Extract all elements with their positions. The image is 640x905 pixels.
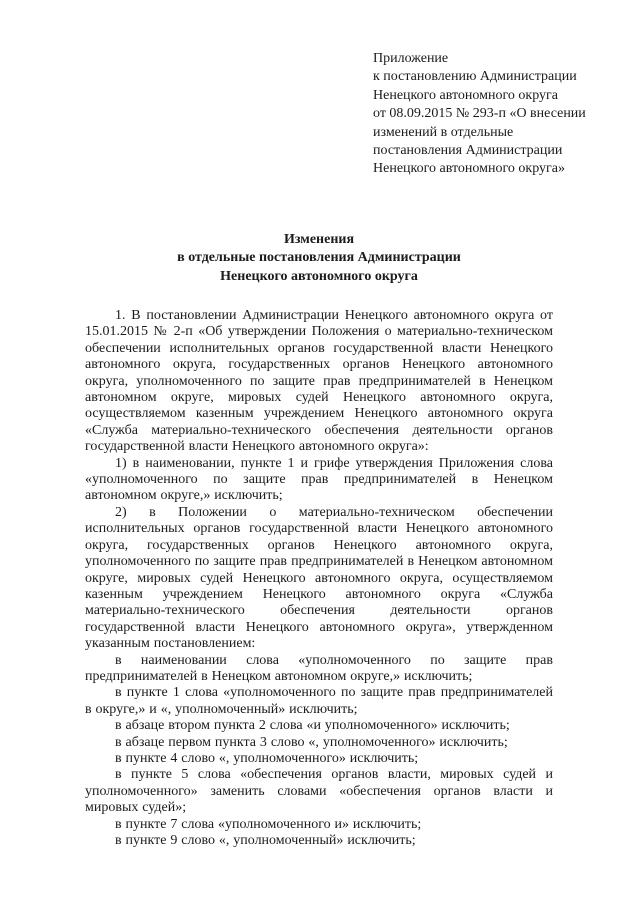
annex-header-line: Ненецкого автономного округа» [373, 161, 565, 177]
paragraph: 1. В постановлении Администрации Ненецкого автономного округа от 15.01.2015 № 2-п «Об утверждении Положения о материально-техническом обеспечении исполнительных органов государственной власти Ненецкого автономного округа, государственных органов Ненецкого автономного округа, уполномоченного по защите прав предпринимателей в Ненецком автономном округе, мировых судей Ненецкого автономного округа, осуществляемом казенным учреждением Ненецкого автономного округа «Служба материально-технического обеспечения деятельности органов государственной власти Ненецкого автономного округа»: [85, 308, 553, 455]
annex-header-line: Ненецкого автономного округа [373, 87, 558, 103]
paragraph: в пункте 1 слова «уполномоченного по защите прав предпринимателей в округе,» и «, уполномоченный» исключить; [85, 685, 553, 717]
title-line: Изменения [283, 232, 355, 247]
annex-header-line: от 08.09.2015 № 293-п «О внесении [373, 106, 586, 122]
paragraph: в абзаце первом пункта 3 слово «, уполномоченного» исключить; [115, 734, 508, 750]
annex-header-line: Приложение [373, 51, 449, 66]
document-body [85, 308, 553, 849]
annex-header-line: постановления Администрации [373, 143, 563, 159]
annex-header-line: изменений в отдельные [373, 124, 514, 140]
title-line: в отдельные постановления Администрации [177, 250, 461, 266]
title-line: Ненецкого автономного округа [220, 268, 418, 284]
paragraph: в пункте 4 слово «, уполномоченного» исключить; [115, 750, 419, 766]
paragraph: 1) в наименовании, пункте 1 и грифе утверждения Приложения слова «уполномоченного по защите прав предпринимателей в Ненецком автономном округе,» исключить; [85, 455, 553, 504]
paragraph: в абзаце втором пункта 2 слова «и уполномоченного» исключить; [115, 718, 510, 734]
annex-header [373, 50, 603, 179]
paragraph: в пункте 5 слова «обеспечения органов власти, мировых судей и уполномоченного» заменить словами «обеспечения органов власти и мировых судей»; [85, 767, 553, 816]
paragraph: 2) в Положении о материально-техническом обеспечении исполнительных органов государственной власти Ненецкого автономного округа, государственных органов Ненецкого автономного округа, уполномоченного по защите прав предпринимателей в Ненецком автономном округе, мировых судей Ненецкого автономного округа, осуществляемом казенным учреждением Ненецкого автономного округа «Служба материально-технического обеспечения деятельности органов государственной власти Ненецкого автономного округа», утвержденном указанным постановлением: [85, 504, 553, 652]
paragraph: в наименовании слова «уполномоченного по защите прав предпринимателей в Ненецком автономном округе,» исключить; [85, 652, 553, 684]
document-title [85, 231, 553, 286]
paragraph: в пункте 9 слово «, уполномоченный» исключить; [115, 833, 416, 848]
annex-header-line: к постановлению Администрации [373, 69, 577, 85]
paragraph: в пункте 7 слова «уполномоченного и» исключить; [115, 816, 422, 832]
